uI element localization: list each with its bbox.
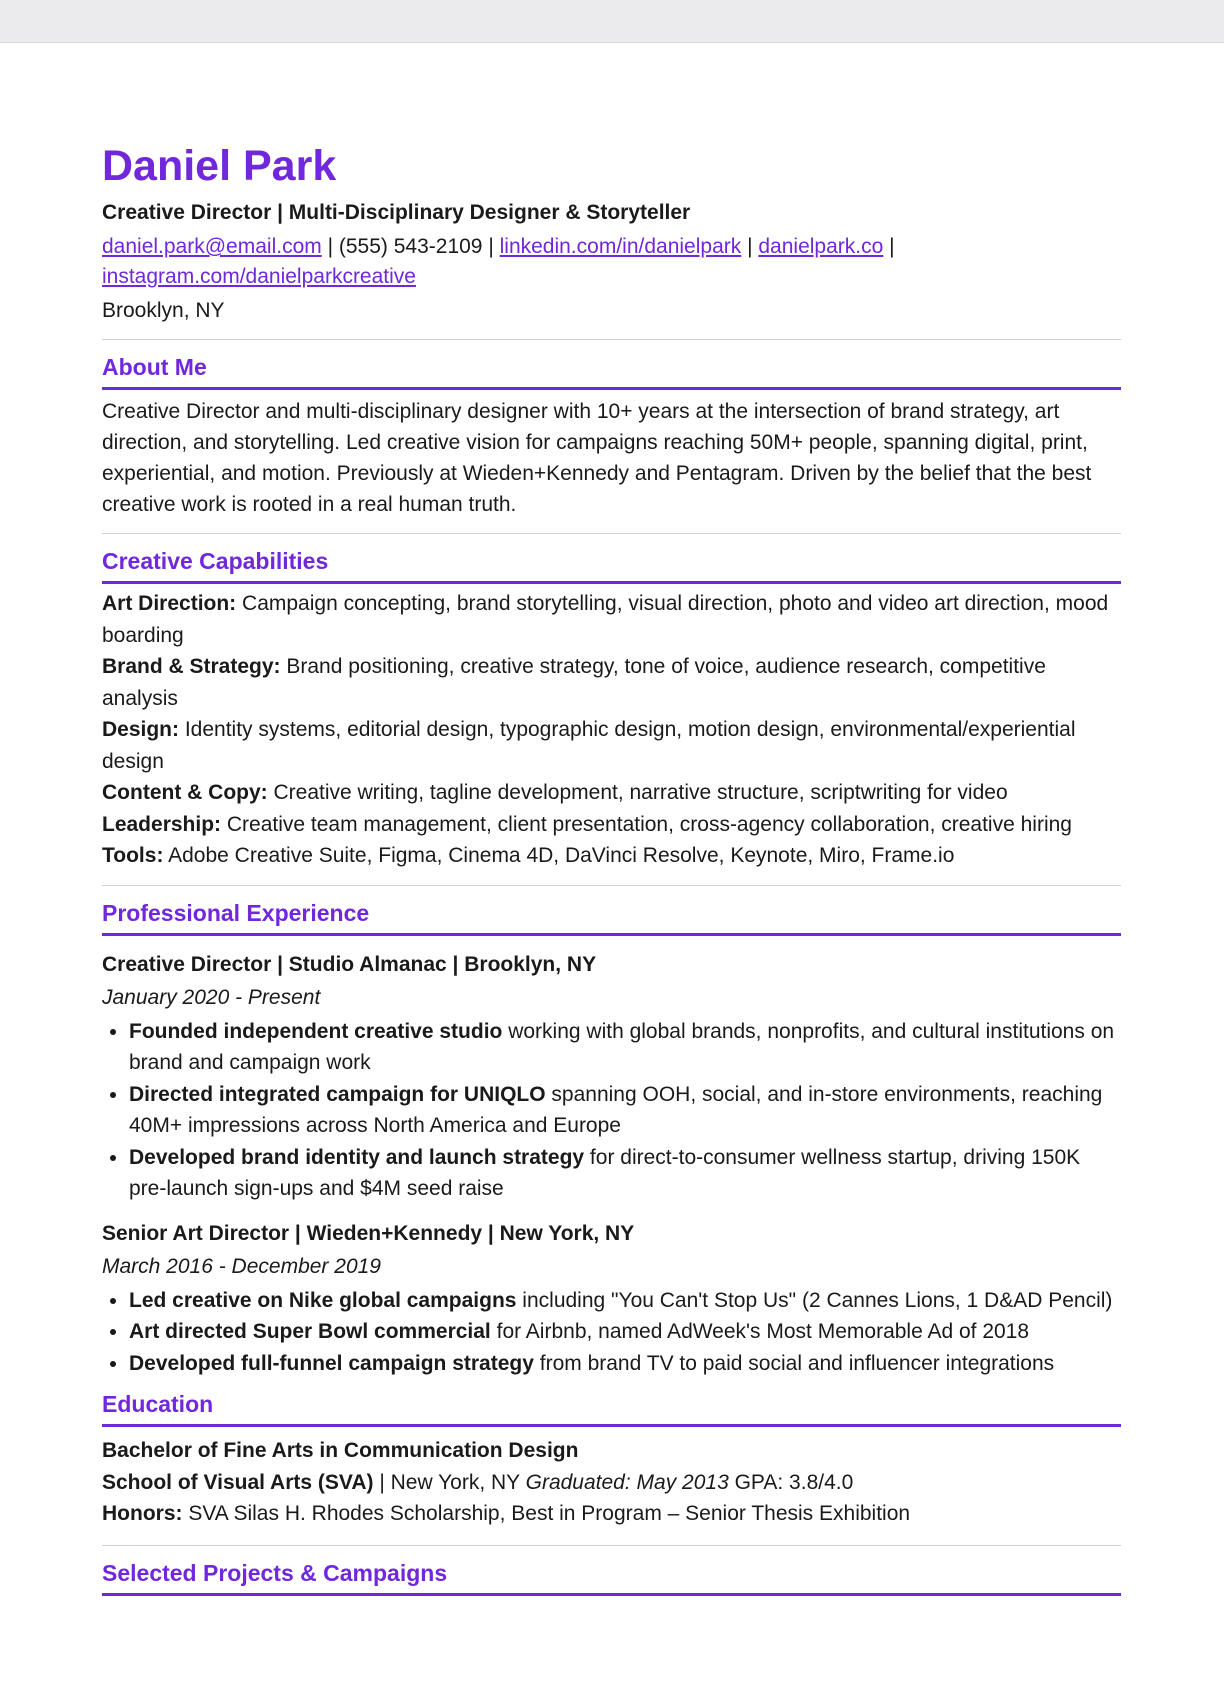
capability-label: Art Direction: [102, 592, 237, 615]
capability-text: Adobe Creative Suite, Figma, Cinema 4D, DaVinci Resolve, Keynote, Miro, Frame.io [163, 844, 955, 867]
degree [102, 1435, 1121, 1467]
email-link[interactable]: daniel.park@email.com [102, 235, 322, 258]
bullet-text: from brand TV to paid social and influencer integrations [533, 1351, 1055, 1375]
projects-section [102, 1558, 1121, 1596]
capability-item [102, 809, 1121, 841]
job-dates: March 2016 - December 2019 [102, 1254, 381, 1278]
capability-item [102, 714, 1121, 777]
location: Brooklyn, NY [102, 299, 225, 322]
job-dates: January 2020 - Present [102, 985, 321, 1009]
job-bullets [102, 1016, 1121, 1205]
capability-item [102, 588, 1121, 651]
job-title: Senior Art Director | Wieden+Kennedy | New York, NY [102, 1221, 635, 1245]
section-divider [102, 533, 1121, 534]
job-title: Creative Director | Studio Almanac | Brooklyn, NY [102, 952, 597, 976]
school-location: | New York, NY [373, 1470, 526, 1494]
honors-label: Honors: [102, 1502, 183, 1525]
experience-section [102, 898, 1121, 1380]
bullet-text: spanning OOH, social, and in-store environments, reaching 40M+ impressions across North America and Europe [129, 1082, 1103, 1137]
section-divider [102, 339, 1121, 340]
capability-label: Design: [102, 718, 180, 741]
capabilities-section [102, 546, 1121, 872]
gpa: GPA: 3.8/4.0 [728, 1470, 854, 1494]
capability-text: Creative team management, client presentation, cross-agency collaboration, creative hiring [221, 812, 1072, 836]
capability-label: Leadership: [102, 812, 222, 836]
honors-text: SVA Silas H. Rhodes Scholarship, Best in Program – Senior Thesis Exhibition [182, 1502, 911, 1525]
resume-page [0, 42, 1224, 1681]
about-section [102, 352, 1121, 520]
capability-item [102, 651, 1121, 714]
section-heading-experience: Professional Experience [102, 898, 1121, 936]
section-heading-capabilities: Creative Capabilities [102, 546, 1121, 584]
bullet-highlight: Developed full-funnel campaign strategy [129, 1351, 534, 1375]
bullet-highlight: Founded independent creative studio [129, 1019, 503, 1043]
bullet-text: including "You Can't Stop Us" (2 Cannes Lions, 1 D&AD Pencil) [516, 1288, 1113, 1312]
about-text: Creative Director and multi-disciplinary designer with 10+ years at the intersection of brand strategy, art direction, and storytelling. Led creative vision for campaigns reaching 50M+ people, spanning digital, print, experiential, and motion. Previously at Wieden+Kennedy and Pentagram. Driven by the belief that the best creative work is rooted in a real human truth. [102, 400, 1092, 516]
contact-separator: | [321, 235, 339, 258]
capability-text: Creative writing, tagline development, narrative structure, scriptwriting for video [267, 781, 1008, 804]
section-divider [102, 1545, 1121, 1546]
section-heading-projects: Selected Projects & Campaigns [102, 1558, 1121, 1596]
job-entry [102, 950, 1121, 1205]
section-heading-education: Education [102, 1389, 1121, 1427]
capability-text: Brand positioning, creative strategy, tone of voice, audience research, competitive analysis [102, 655, 1046, 710]
phone-number: (555) 543-2109 [338, 235, 483, 258]
bullet-highlight: Led creative on Nike global campaigns [129, 1288, 517, 1312]
contact-line [102, 232, 1121, 292]
job-bullet [129, 1142, 1121, 1205]
contact-separator: | [741, 235, 759, 258]
job-bullet [129, 1316, 1121, 1348]
website-link[interactable]: danielpark.co [758, 235, 884, 258]
bullet-highlight: Art directed Super Bowl commercial [129, 1320, 491, 1343]
job-bullet [129, 1079, 1121, 1142]
bullet-text: working with global brands, nonprofits, and cultural institutions on brand and campaign work [129, 1019, 1115, 1074]
capability-label: Content & Copy: [102, 781, 268, 804]
job-entry [102, 1219, 1121, 1380]
section-heading-about: About Me [102, 352, 1121, 390]
contact-separator: | [883, 235, 895, 258]
education-section [102, 1389, 1121, 1530]
school-name: School of Visual Arts (SVA) [102, 1470, 374, 1494]
section-divider [102, 885, 1121, 886]
linkedin-link[interactable]: linkedin.com/in/danielpark [499, 235, 742, 258]
candidate-headline: Creative Director | Multi-Disciplinary Designer & Storyteller [102, 201, 691, 224]
honors-line [102, 1498, 1121, 1530]
degree-name: Bachelor of Fine Arts in Communication Design [102, 1439, 579, 1462]
bullet-highlight: Directed integrated campaign for UNIQLO [129, 1082, 546, 1106]
capability-label: Brand & Strategy: [102, 655, 281, 678]
resume-content [102, 141, 1121, 1596]
capability-item [102, 777, 1121, 809]
capability-text: Identity systems, editorial design, typographic design, motion design, environmental/experiential design [102, 718, 1076, 773]
instagram-link[interactable]: instagram.com/danielparkcreative [102, 265, 416, 288]
bullet-text: for Airbnb, named AdWeek's Most Memorable Ad of 2018 [490, 1320, 1030, 1343]
job-bullet [129, 1348, 1121, 1380]
job-bullet [129, 1285, 1121, 1317]
job-bullets [102, 1285, 1121, 1380]
capability-item [102, 840, 1121, 872]
graduation-date: Graduated: May 2013 [525, 1470, 729, 1494]
capability-label: Tools: [102, 844, 164, 867]
school-line [102, 1467, 1121, 1499]
bullet-highlight: Developed brand identity and launch strategy [129, 1145, 585, 1169]
bullet-text: for direct-to-consumer wellness startup, driving 150K pre-launch sign-ups and $4M seed raise [129, 1145, 1081, 1200]
candidate-name: Daniel Park [102, 142, 337, 190]
job-bullet [129, 1016, 1121, 1079]
contact-separator: | [482, 235, 500, 258]
capability-text: Campaign concepting, brand storytelling, visual direction, photo and video art direction, mood boarding [102, 592, 1109, 647]
